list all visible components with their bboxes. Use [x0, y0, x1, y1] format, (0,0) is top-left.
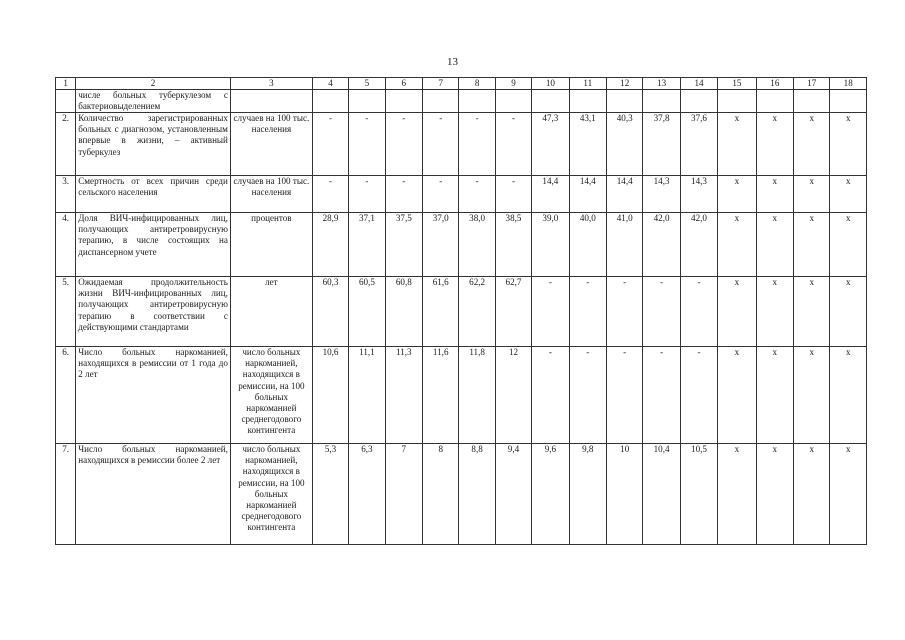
value-cell: 39,0: [532, 213, 569, 277]
value-cell: x: [756, 277, 793, 347]
value-cell: 14,4: [532, 176, 569, 213]
value-cell: -: [532, 277, 569, 347]
unit-cell: процентов: [230, 213, 312, 277]
value-cell: x: [756, 347, 793, 444]
page-number: 13: [447, 56, 458, 68]
row-number-cell: [56, 90, 76, 113]
indicator-name-cell: Число больных наркоманией, находящихся в ремиссии от 1 года до 2 лет: [76, 347, 231, 444]
table-row: [56, 347, 867, 444]
column-number-cell: 5: [349, 78, 385, 90]
value-cell: x: [756, 176, 793, 213]
value-cell: 37,5: [385, 213, 422, 277]
value-cell: -: [643, 277, 680, 347]
value-cell: -: [423, 113, 459, 176]
value-cell: -: [680, 347, 717, 444]
value-cell: 11,1: [349, 347, 385, 444]
value-cell: [423, 90, 459, 113]
column-number-cell: 18: [830, 78, 867, 90]
value-cell: x: [794, 213, 830, 277]
indicator-name-cell: Смертность от всех причин среди сельского населения: [76, 176, 231, 213]
value-cell: -: [495, 113, 531, 176]
value-cell: 14,4: [569, 176, 606, 213]
indicator-name-cell: Число больных наркоманией, находящихся в ремиссии более 2 лет: [76, 444, 231, 545]
value-cell: -: [680, 277, 717, 347]
value-cell: 60,3: [312, 277, 348, 347]
row-number-cell: 7.: [56, 444, 76, 545]
column-number-cell: 14: [680, 78, 717, 90]
value-cell: [830, 90, 867, 113]
value-cell: -: [643, 347, 680, 444]
row-number-cell: 6.: [56, 347, 76, 444]
value-cell: 12: [495, 347, 531, 444]
column-number-cell: 12: [607, 78, 643, 90]
value-cell: 11,8: [459, 347, 495, 444]
row-number-cell: 4.: [56, 213, 76, 277]
unit-cell: число больных наркоманией, находящихся в ремиссии, на 100 больных наркоманией среднегодового контингента: [230, 444, 312, 545]
value-cell: -: [312, 176, 348, 213]
value-cell: 9,8: [569, 444, 606, 545]
value-cell: -: [349, 176, 385, 213]
table-row: [56, 277, 867, 347]
value-cell: [532, 90, 569, 113]
value-cell: x: [830, 444, 867, 545]
value-cell: [312, 90, 348, 113]
value-cell: 11,6: [423, 347, 459, 444]
column-number-cell: 15: [718, 78, 756, 90]
column-number-cell: 2: [76, 78, 231, 90]
value-cell: x: [718, 277, 756, 347]
column-number-cell: 9: [495, 78, 531, 90]
value-cell: 5,3: [312, 444, 348, 545]
value-cell: 61,6: [423, 277, 459, 347]
indicator-name-cell: числе больных туберкулезом с бактериовыделением: [76, 90, 231, 113]
indicator-name-cell: Ожидаемая продолжительность жизни ВИЧ-инфицированных лиц, получающих антиретровирусную терапию в соответствии с действующими стандартами: [76, 277, 231, 347]
value-cell: 7: [385, 444, 422, 545]
value-cell: 62,7: [495, 277, 531, 347]
value-cell: -: [569, 277, 606, 347]
indicators-table: [55, 77, 867, 545]
table-row: [56, 444, 867, 545]
value-cell: 42,0: [680, 213, 717, 277]
table-row: [56, 90, 867, 113]
value-cell: -: [459, 113, 495, 176]
value-cell: 14,3: [680, 176, 717, 213]
value-cell: [643, 90, 680, 113]
column-number-cell: 13: [643, 78, 680, 90]
value-cell: -: [385, 176, 422, 213]
value-cell: x: [794, 444, 830, 545]
unit-cell: [230, 90, 312, 113]
value-cell: 8,8: [459, 444, 495, 545]
value-cell: 14,4: [607, 176, 643, 213]
value-cell: x: [830, 176, 867, 213]
table-row: [56, 176, 867, 213]
row-number-cell: 3.: [56, 176, 76, 213]
value-cell: 10,5: [680, 444, 717, 545]
value-cell: 28,9: [312, 213, 348, 277]
value-cell: x: [830, 347, 867, 444]
value-cell: 9,6: [532, 444, 569, 545]
value-cell: x: [794, 176, 830, 213]
value-cell: x: [756, 444, 793, 545]
column-number-cell: 3: [230, 78, 312, 90]
row-number-cell: 5.: [56, 277, 76, 347]
value-cell: x: [718, 347, 756, 444]
value-cell: 60,8: [385, 277, 422, 347]
value-cell: 11,3: [385, 347, 422, 444]
value-cell: x: [718, 176, 756, 213]
value-cell: x: [756, 213, 793, 277]
value-cell: x: [830, 277, 867, 347]
table-row: [56, 213, 867, 277]
column-number-cell: 6: [385, 78, 422, 90]
value-cell: 41,0: [607, 213, 643, 277]
value-cell: -: [607, 347, 643, 444]
value-cell: [756, 90, 793, 113]
column-number-cell: 4: [312, 78, 348, 90]
value-cell: 43,1: [569, 113, 606, 176]
value-cell: 10,4: [643, 444, 680, 545]
value-cell: x: [794, 347, 830, 444]
value-cell: [459, 90, 495, 113]
value-cell: -: [532, 347, 569, 444]
column-number-cell: 10: [532, 78, 569, 90]
value-cell: x: [718, 113, 756, 176]
value-cell: 6,3: [349, 444, 385, 545]
column-number-row: [56, 78, 867, 90]
value-cell: 8: [423, 444, 459, 545]
value-cell: [349, 90, 385, 113]
value-cell: -: [423, 176, 459, 213]
table-row: [56, 113, 867, 176]
column-number-cell: 7: [423, 78, 459, 90]
value-cell: 10: [607, 444, 643, 545]
column-number-cell: 11: [569, 78, 606, 90]
value-cell: 62,2: [459, 277, 495, 347]
row-number-cell: 2.: [56, 113, 76, 176]
value-cell: [495, 90, 531, 113]
value-cell: 40,3: [607, 113, 643, 176]
value-cell: 37,6: [680, 113, 717, 176]
value-cell: 38,5: [495, 213, 531, 277]
value-cell: 60,5: [349, 277, 385, 347]
value-cell: -: [459, 176, 495, 213]
value-cell: x: [794, 113, 830, 176]
value-cell: -: [495, 176, 531, 213]
value-cell: 42,0: [643, 213, 680, 277]
value-cell: 37,0: [423, 213, 459, 277]
value-cell: x: [830, 213, 867, 277]
value-cell: 38,0: [459, 213, 495, 277]
value-cell: [680, 90, 717, 113]
value-cell: 14,3: [643, 176, 680, 213]
value-cell: 37,1: [349, 213, 385, 277]
value-cell: [385, 90, 422, 113]
column-number-cell: 16: [756, 78, 793, 90]
value-cell: x: [756, 113, 793, 176]
column-number-cell: 8: [459, 78, 495, 90]
value-cell: 47,3: [532, 113, 569, 176]
value-cell: x: [830, 113, 867, 176]
value-cell: -: [385, 113, 422, 176]
column-number-cell: 17: [794, 78, 830, 90]
value-cell: -: [312, 113, 348, 176]
value-cell: [607, 90, 643, 113]
unit-cell: случаев на 100 тыс. населения: [230, 113, 312, 176]
value-cell: -: [607, 277, 643, 347]
value-cell: 10,6: [312, 347, 348, 444]
indicator-name-cell: Количество зарегистрированных больных с диагнозом, установленным впервые в жизни, – активный туберкулез: [76, 113, 231, 176]
unit-cell: лет: [230, 277, 312, 347]
indicator-name-cell: Доля ВИЧ-инфицированных лиц, получающих антиретровирусную терапию, в числе состоящих на диспансерном учете: [76, 213, 231, 277]
value-cell: [794, 90, 830, 113]
value-cell: x: [718, 444, 756, 545]
value-cell: [569, 90, 606, 113]
unit-cell: число больных наркоманией, находящихся в ремиссии, на 100 больных наркоманией среднегодового контингента: [230, 347, 312, 444]
value-cell: [718, 90, 756, 113]
column-number-cell: 1: [56, 78, 76, 90]
value-cell: -: [569, 347, 606, 444]
value-cell: -: [349, 113, 385, 176]
value-cell: 9,4: [495, 444, 531, 545]
unit-cell: случаев на 100 тыс. населения: [230, 176, 312, 213]
value-cell: x: [794, 277, 830, 347]
value-cell: 37,8: [643, 113, 680, 176]
value-cell: x: [718, 213, 756, 277]
value-cell: 40,0: [569, 213, 606, 277]
